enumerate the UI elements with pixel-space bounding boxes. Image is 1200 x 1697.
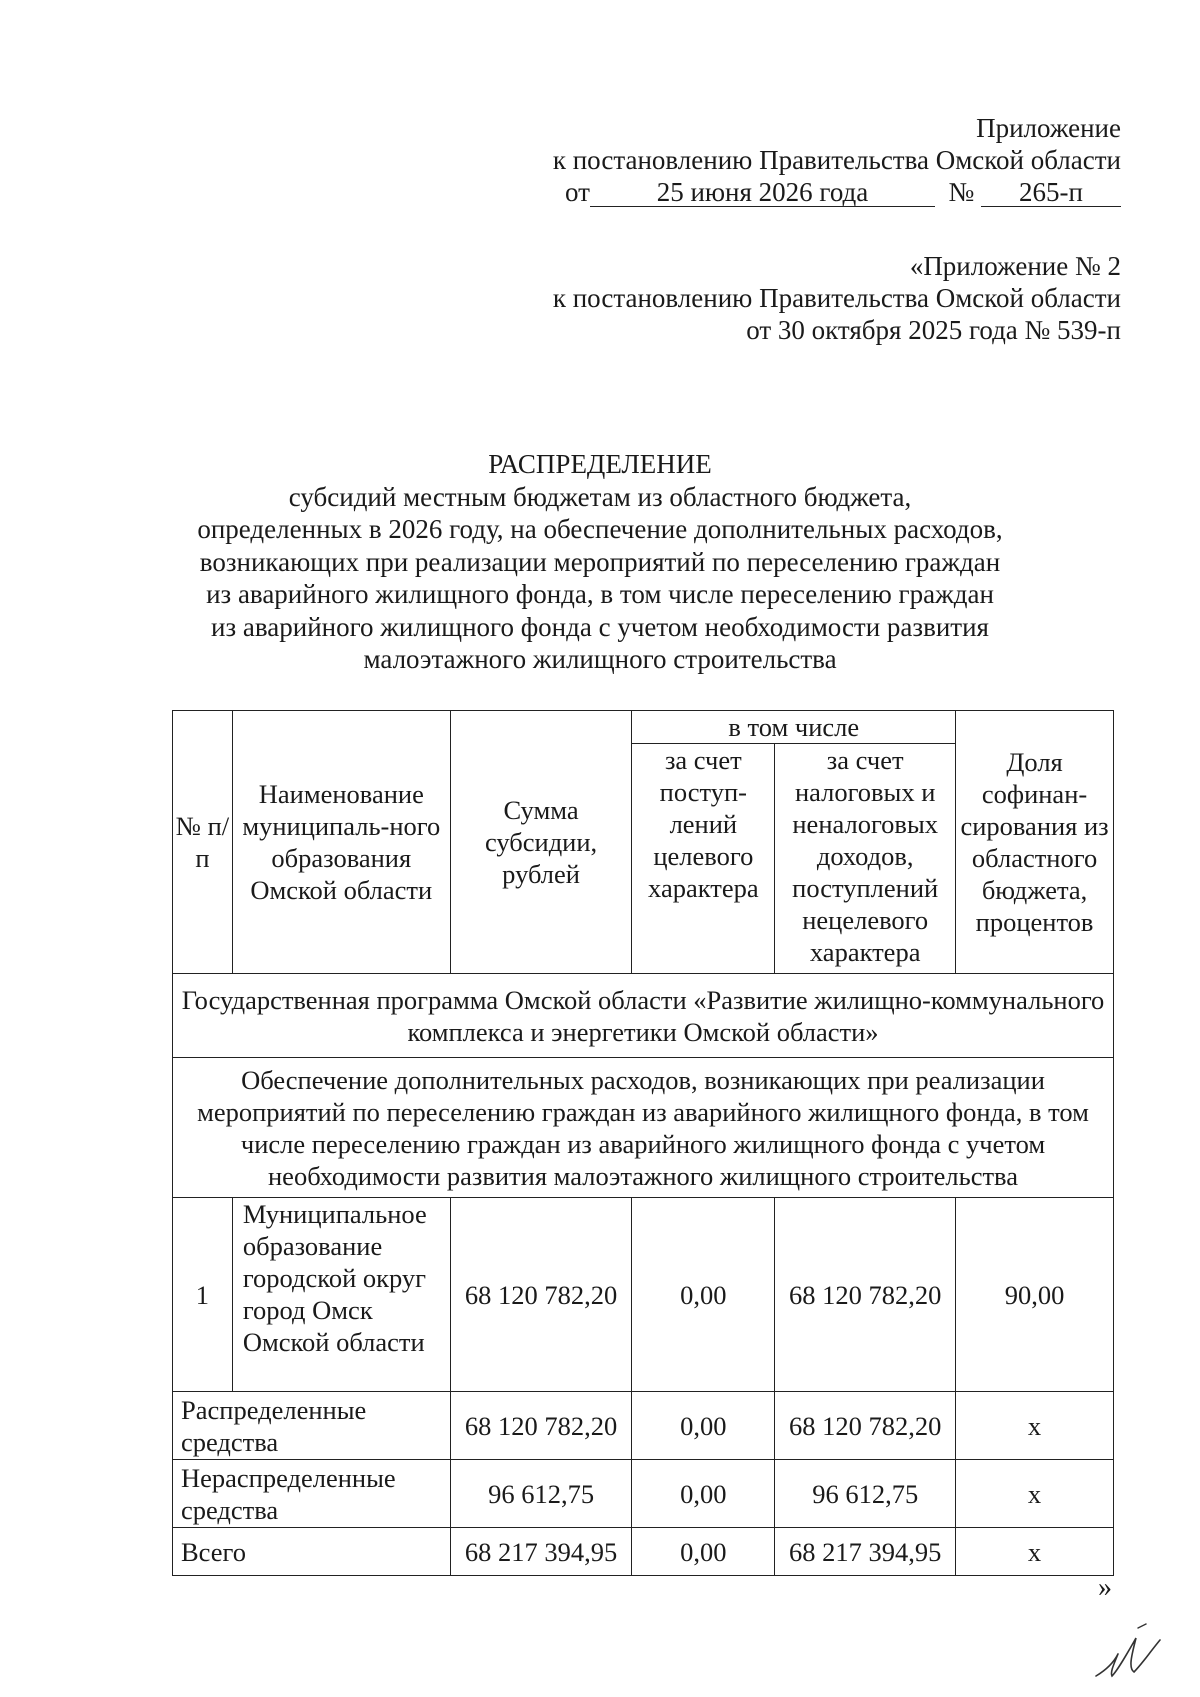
header-sum: Сумма субсидии, рублей: [450, 711, 632, 974]
total-label: Нераспределенные средства: [173, 1460, 451, 1528]
total-nontarget: 68 120 782,20: [775, 1392, 956, 1460]
total-share: х: [956, 1392, 1114, 1460]
header-nontarget: за счет налоговых и неналоговых доходов, поступлений нецелевого характера: [775, 744, 956, 974]
appendix-title: Приложение: [976, 113, 1121, 143]
table-row: [173, 1198, 1114, 1392]
appendix-date-line: [481, 176, 1121, 208]
appendix-2-title: «Приложение № 2: [909, 251, 1121, 281]
total-target: 0,00: [632, 1528, 775, 1576]
total-row: [173, 1528, 1114, 1576]
header-share: Доля софинан-сирования из областного бюджета, процентов: [956, 711, 1114, 974]
header-target: за счет поступ-лений целевого характера: [632, 744, 775, 974]
title-line: определенных в 2026 году, на обеспечение дополнительных расходов,: [197, 514, 1003, 544]
row-name: Муниципальное образование городской округ город Омск Омской области: [232, 1198, 450, 1392]
title-line: из аварийного жилищного фонда, в том числе переселению граждан: [206, 579, 994, 609]
distribution-table: [172, 710, 1114, 1576]
row-nontarget: 68 120 782,20: [775, 1198, 956, 1392]
total-row: [173, 1460, 1114, 1528]
signature-mark: [1088, 1610, 1168, 1690]
appendix-header: [481, 112, 1121, 208]
total-nontarget: 96 612,75: [775, 1460, 956, 1528]
total-nontarget: 68 217 394,95: [775, 1528, 956, 1576]
total-sum: 68 217 394,95: [450, 1528, 632, 1576]
total-sum: 96 612,75: [450, 1460, 632, 1528]
row-sum: 68 120 782,20: [450, 1198, 632, 1392]
total-label: Всего: [173, 1528, 451, 1576]
number-prefix: №: [948, 177, 975, 207]
row-num: 1: [173, 1198, 233, 1392]
total-target: 0,00: [632, 1392, 775, 1460]
title-line: малоэтажного жилищного строительства: [363, 644, 837, 674]
decree-date: 25 июня 2026 года: [590, 178, 935, 207]
appendix-2-header: [481, 250, 1121, 346]
title-line: возникающих при реализации мероприятий по переселению граждан: [199, 546, 1001, 577]
title-heading: РАСПРЕДЕЛЕНИЕ: [488, 449, 712, 479]
total-share: х: [956, 1460, 1114, 1528]
date-prefix: от: [565, 177, 590, 207]
total-row: [173, 1392, 1114, 1460]
title-line: субсидий местным бюджетам из областного бюджета,: [288, 481, 912, 512]
header-name: Наименование муниципаль-ного образования Омской области: [232, 711, 450, 974]
program-row: Государственная программа Омской области «Развитие жилищно-коммунального комплекса и энергетики Омской области»: [173, 974, 1114, 1058]
closing-quote: »: [1098, 1572, 1112, 1603]
appendix-reference: к постановлению Правительства Омской области: [552, 145, 1121, 175]
appendix-2-reference: к постановлению Правительства Омской области: [552, 283, 1121, 313]
header-num: № п/п: [173, 711, 233, 974]
row-share: 90,00: [956, 1198, 1114, 1392]
decree-number: 265-п: [981, 178, 1121, 207]
total-label: Распределенные средства: [173, 1392, 451, 1460]
row-target: 0,00: [632, 1198, 775, 1392]
total-sum: 68 120 782,20: [450, 1392, 632, 1460]
total-share: х: [956, 1528, 1114, 1576]
title-line: из аварийного жилищного фонда с учетом необходимости развития: [211, 611, 989, 642]
appendix-2-date: от 30 октября 2025 года № 539-п: [746, 315, 1121, 345]
header-including: в том числе: [632, 711, 956, 744]
measure-row: Обеспечение дополнительных расходов, возникающих при реализации мероприятий по переселению граждан из аварийного жилищного фонда, в том числе переселению граждан из аварийного жилищного фонда с учетом необходимости развития малоэтажного жилищного строительства: [173, 1058, 1114, 1198]
document-title: [150, 448, 1050, 676]
total-target: 0,00: [632, 1460, 775, 1528]
